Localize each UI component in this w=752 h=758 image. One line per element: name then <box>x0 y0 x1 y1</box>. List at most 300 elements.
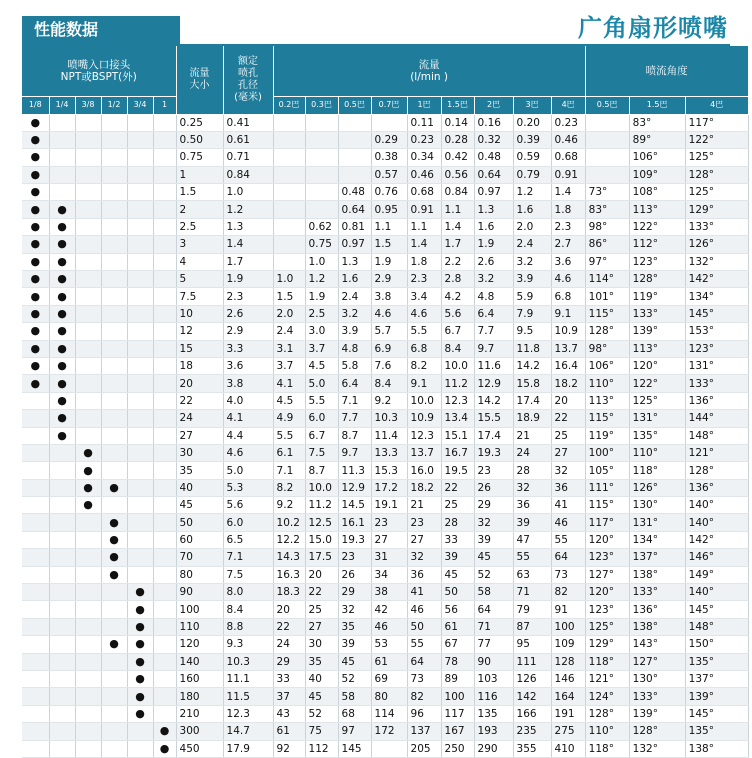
inlet-marker-cell <box>153 479 176 496</box>
inlet-marker-cell <box>127 166 153 183</box>
flow-cell: 135 <box>474 705 513 722</box>
inlet-marker-cell <box>22 444 49 461</box>
inlet-marker-cell <box>127 479 153 496</box>
inlet-marker-cell: ● <box>127 653 153 670</box>
table-row <box>22 184 748 201</box>
capacity-size-cell: 35 <box>176 462 223 479</box>
angle-cell: 148° <box>685 427 748 444</box>
angle-cell: 133° <box>685 375 748 392</box>
angle-cell: 149° <box>685 566 748 583</box>
angle-cell: 117° <box>585 514 629 531</box>
angle-cell: 153° <box>685 323 748 340</box>
table-row <box>22 636 748 653</box>
inlet-marker-cell <box>75 114 101 131</box>
flow-cell: 55 <box>407 636 441 653</box>
flow-cell: 16.0 <box>407 462 441 479</box>
angle-cell: 137° <box>685 671 748 688</box>
inlet-marker-cell <box>153 497 176 514</box>
inlet-marker-cell <box>101 740 127 757</box>
product-title: 广角扇形喷嘴 <box>578 14 728 42</box>
capacity-size-cell: 1 <box>176 166 223 183</box>
angle-cell: 100° <box>585 444 629 461</box>
table-row <box>22 149 748 166</box>
inlet-marker-cell <box>101 114 127 131</box>
angle-cell: 120° <box>585 584 629 601</box>
flow-cell: 4.6 <box>551 271 585 288</box>
flow-cell: 6.4 <box>338 375 371 392</box>
table-row <box>22 375 748 392</box>
flow-cell: 0.91 <box>551 166 585 183</box>
inlet-marker-cell <box>153 462 176 479</box>
flow-cell: 235 <box>513 723 551 740</box>
flow-cell: 15.8 <box>513 375 551 392</box>
inlet-marker-cell <box>75 357 101 374</box>
angle-cell: 105° <box>585 462 629 479</box>
flow-cell: 2.3 <box>551 218 585 235</box>
table-row <box>22 653 748 670</box>
table-row <box>22 497 748 514</box>
flow-cell: 22 <box>551 410 585 427</box>
table-row <box>22 236 748 253</box>
angle-cell: 139° <box>629 705 685 722</box>
flow-cell <box>305 114 338 131</box>
angle-cell: 112° <box>629 236 685 253</box>
capacity-size-cell: 15 <box>176 340 223 357</box>
flow-cell: 111 <box>513 653 551 670</box>
flow-cell: 6.7 <box>441 323 474 340</box>
flow-cell: 46 <box>407 601 441 618</box>
inlet-size-header: 3/4 <box>127 96 153 114</box>
flow-cell: 9.1 <box>407 375 441 392</box>
flow-cell: 3.7 <box>305 340 338 357</box>
flow-cell: 0.29 <box>371 131 407 148</box>
flow-cell: 27 <box>551 444 585 461</box>
flow-cell: 82 <box>407 688 441 705</box>
flow-cell: 8.4 <box>371 375 407 392</box>
angle-cell: 122° <box>629 375 685 392</box>
flow-cell: 69 <box>371 671 407 688</box>
inlet-marker-cell <box>127 514 153 531</box>
flow-cell: 17.5 <box>305 549 338 566</box>
inlet-marker-cell <box>153 410 176 427</box>
flow-cell: 0.23 <box>551 114 585 131</box>
orifice-cell: 1.7 <box>223 253 273 270</box>
flow-cell: 0.81 <box>338 218 371 235</box>
angle-cell: 136° <box>629 601 685 618</box>
flow-cell: 32 <box>551 462 585 479</box>
flow-cell: 38 <box>371 584 407 601</box>
inlet-marker-cell: ● <box>22 340 49 357</box>
angle-cell: 142° <box>685 531 748 548</box>
inlet-marker-cell: ● <box>22 305 49 322</box>
inlet-marker-cell <box>49 740 75 757</box>
flow-cell: 6.9 <box>371 340 407 357</box>
angle-cell: 108° <box>629 184 685 201</box>
flow-cell: 0.34 <box>407 149 441 166</box>
inlet-marker-cell <box>22 531 49 548</box>
inlet-marker-cell: ● <box>22 184 49 201</box>
flow-cell: 128 <box>551 653 585 670</box>
table-row <box>22 427 748 444</box>
flow-cell: 172 <box>371 723 407 740</box>
capacity-size-cell: 100 <box>176 601 223 618</box>
inlet-marker-cell: ● <box>49 271 75 288</box>
flow-cell: 64 <box>551 549 585 566</box>
capacity-size-cell: 2 <box>176 201 223 218</box>
flow-cell: 0.39 <box>513 131 551 148</box>
orifice-cell: 6.0 <box>223 514 273 531</box>
flow-cell: 8.2 <box>407 357 441 374</box>
flow-cell: 1.6 <box>474 218 513 235</box>
flow-cell: 31 <box>371 549 407 566</box>
inlet-marker-cell <box>101 497 127 514</box>
flow-cell: 1.5 <box>273 288 305 305</box>
inlet-marker-cell <box>127 427 153 444</box>
flow-cell: 19.3 <box>338 531 371 548</box>
flow-cell: 11.4 <box>371 427 407 444</box>
inlet-marker-cell <box>22 688 49 705</box>
inlet-marker-cell <box>75 340 101 357</box>
inlet-marker-cell <box>75 131 101 148</box>
flow-cell <box>305 166 338 183</box>
flow-cell: 18.3 <box>273 584 305 601</box>
flow-cell: 90 <box>474 653 513 670</box>
inlet-marker-cell <box>153 131 176 148</box>
flow-cell: 42 <box>371 601 407 618</box>
flow-cell: 5.9 <box>513 288 551 305</box>
inlet-marker-cell: ● <box>101 566 127 583</box>
inlet-marker-cell <box>75 705 101 722</box>
angle-cell: 113° <box>629 340 685 357</box>
flow-cell: 36 <box>513 497 551 514</box>
inlet-marker-cell <box>75 740 101 757</box>
flow-cell: 0.23 <box>407 131 441 148</box>
angle-cell <box>585 131 629 148</box>
table-row <box>22 723 748 740</box>
capacity-size-cell: 45 <box>176 497 223 514</box>
inlet-marker-cell <box>49 166 75 183</box>
inlet-marker-cell <box>75 618 101 635</box>
inlet-marker-cell: ● <box>49 357 75 374</box>
table-row <box>22 357 748 374</box>
angle-pressure-header: 0.5巴 <box>585 96 629 114</box>
inlet-marker-cell <box>101 723 127 740</box>
orifice-cell: 9.3 <box>223 636 273 653</box>
inlet-marker-cell <box>101 584 127 601</box>
angle-cell: 129° <box>685 201 748 218</box>
flow-cell: 13.7 <box>407 444 441 461</box>
angle-cell: 119° <box>629 288 685 305</box>
flow-pressure-header: 0.7巴 <box>371 96 407 114</box>
angle-cell: 143° <box>629 636 685 653</box>
inlet-marker-cell <box>75 671 101 688</box>
table-row <box>22 688 748 705</box>
flow-cell: 4.5 <box>273 392 305 409</box>
flow-cell: 26 <box>474 479 513 496</box>
flow-pressure-header: 1巴 <box>407 96 441 114</box>
table-row <box>22 114 748 131</box>
inlet-marker-cell: ● <box>49 253 75 270</box>
inlet-marker-cell <box>153 323 176 340</box>
orifice-cell: 1.3 <box>223 218 273 235</box>
flow-cell: 79 <box>513 601 551 618</box>
inlet-marker-cell: ● <box>127 671 153 688</box>
inlet-marker-cell <box>22 566 49 583</box>
flow-cell: 5.6 <box>441 305 474 322</box>
inlet-marker-cell <box>101 131 127 148</box>
angle-cell: 128° <box>629 723 685 740</box>
flow-cell: 0.91 <box>407 201 441 218</box>
orifice-cell: 3.3 <box>223 340 273 357</box>
inlet-marker-cell: ● <box>127 618 153 635</box>
flow-cell: 5.5 <box>273 427 305 444</box>
inlet-marker-cell: ● <box>22 166 49 183</box>
table-row <box>22 271 748 288</box>
flow-cell: 0.14 <box>441 114 474 131</box>
flow-cell: 0.56 <box>441 166 474 183</box>
inlet-marker-cell: ● <box>49 323 75 340</box>
flow-cell: 0.68 <box>407 184 441 201</box>
orifice-cell: 11.5 <box>223 688 273 705</box>
angle-cell: 101° <box>585 288 629 305</box>
inlet-marker-cell <box>49 549 75 566</box>
table-row <box>22 549 748 566</box>
capacity-size-cell: 160 <box>176 671 223 688</box>
flow-cell: 21 <box>513 427 551 444</box>
flow-cell <box>273 131 305 148</box>
flow-cell: 23 <box>371 514 407 531</box>
inlet-marker-cell <box>101 601 127 618</box>
flow-cell: 1.4 <box>407 236 441 253</box>
flow-cell: 1.8 <box>407 253 441 270</box>
inlet-marker-cell: ● <box>75 497 101 514</box>
flow-cell <box>338 114 371 131</box>
flow-cell: 67 <box>441 636 474 653</box>
flow-cell: 167 <box>441 723 474 740</box>
capacity-size-cell: 450 <box>176 740 223 757</box>
flow-cell: 45 <box>338 653 371 670</box>
angle-cell: 73° <box>585 184 629 201</box>
flow-cell: 29 <box>273 653 305 670</box>
inlet-marker-cell <box>101 201 127 218</box>
table-row <box>22 131 748 148</box>
angle-cell: 113° <box>585 392 629 409</box>
flow-cell: 6.1 <box>273 444 305 461</box>
inlet-marker-cell <box>49 601 75 618</box>
inlet-marker-cell <box>101 253 127 270</box>
inlet-marker-cell: ● <box>49 375 75 392</box>
orifice-cell: 8.4 <box>223 601 273 618</box>
capacity-size-cell: 2.5 <box>176 218 223 235</box>
inlet-marker-cell <box>22 479 49 496</box>
angle-cell: 125° <box>685 184 748 201</box>
angle-cell: 136° <box>685 479 748 496</box>
flow-cell: 16.4 <box>551 357 585 374</box>
table-row <box>22 601 748 618</box>
inlet-marker-cell <box>101 375 127 392</box>
capacity-size-cell: 5 <box>176 271 223 288</box>
flow-cell: 4.9 <box>273 410 305 427</box>
angle-cell: 128° <box>685 462 748 479</box>
flow-cell: 35 <box>338 618 371 635</box>
flow-cell: 16.1 <box>338 514 371 531</box>
flow-cell: 71 <box>474 618 513 635</box>
flow-cell: 2.9 <box>371 271 407 288</box>
capacity-size-cell: 3 <box>176 236 223 253</box>
inlet-marker-cell <box>75 566 101 583</box>
flow-cell: 46 <box>371 618 407 635</box>
flow-cell: 39 <box>441 549 474 566</box>
flow-cell: 50 <box>441 584 474 601</box>
inlet-marker-cell <box>101 305 127 322</box>
angle-cell: 144° <box>685 410 748 427</box>
flow-cell: 1.4 <box>441 218 474 235</box>
inlet-marker-cell: ● <box>22 271 49 288</box>
table-row <box>22 305 748 322</box>
inlet-marker-cell <box>127 305 153 322</box>
inlet-marker-cell <box>101 218 127 235</box>
capacity-size-cell: 27 <box>176 427 223 444</box>
angle-cell <box>585 149 629 166</box>
flow-cell: 39 <box>338 636 371 653</box>
flow-cell: 3.8 <box>371 288 407 305</box>
inlet-marker-cell <box>101 462 127 479</box>
inlet-marker-cell <box>22 392 49 409</box>
flow-cell: 164 <box>551 688 585 705</box>
angle-cell: 148° <box>685 618 748 635</box>
inlet-marker-cell: ● <box>49 218 75 235</box>
flow-cell: 14.3 <box>273 549 305 566</box>
flow-cell: 12.5 <box>305 514 338 531</box>
flow-cell: 2.8 <box>441 271 474 288</box>
flow-cell: 11.6 <box>474 357 513 374</box>
flow-cell: 7.7 <box>338 410 371 427</box>
angle-cell: 139° <box>685 688 748 705</box>
flow-cell <box>273 218 305 235</box>
flow-cell: 12.3 <box>407 427 441 444</box>
orifice-cell: 10.3 <box>223 653 273 670</box>
inlet-marker-cell <box>75 323 101 340</box>
inlet-marker-cell <box>49 114 75 131</box>
flow-cell: 8.7 <box>305 462 338 479</box>
flow-cell: 53 <box>371 636 407 653</box>
inlet-marker-cell: ● <box>49 236 75 253</box>
angle-cell: 89° <box>629 131 685 148</box>
flow-cell: 24 <box>513 444 551 461</box>
inlet-marker-cell <box>75 375 101 392</box>
flow-cell: 17.4 <box>474 427 513 444</box>
flow-cell: 32 <box>474 514 513 531</box>
orifice-cell: 0.71 <box>223 149 273 166</box>
inlet-marker-cell <box>101 671 127 688</box>
inlet-marker-cell <box>22 427 49 444</box>
capacity-size-cell: 210 <box>176 705 223 722</box>
angle-cell: 122° <box>685 131 748 148</box>
flow-cell: 103 <box>474 671 513 688</box>
inlet-marker-cell <box>127 740 153 757</box>
flow-cell: 58 <box>474 584 513 601</box>
flow-cell: 61 <box>441 618 474 635</box>
flow-cell: 0.95 <box>371 201 407 218</box>
flow-cell: 1.8 <box>551 201 585 218</box>
table-row <box>22 323 748 340</box>
angle-cell: 134° <box>629 531 685 548</box>
inlet-marker-cell <box>127 201 153 218</box>
flow-cell: 2.4 <box>513 236 551 253</box>
inlet-marker-cell <box>127 462 153 479</box>
inlet-marker-cell: ● <box>22 236 49 253</box>
flow-cell: 36 <box>407 566 441 583</box>
inlet-marker-cell <box>75 688 101 705</box>
inlet-marker-cell <box>22 636 49 653</box>
angle-cell: 110° <box>585 375 629 392</box>
inlet-marker-cell <box>49 531 75 548</box>
inlet-marker-cell <box>127 288 153 305</box>
flow-cell: 0.46 <box>407 166 441 183</box>
flow-cell: 205 <box>407 740 441 757</box>
angle-cell: 128° <box>685 166 748 183</box>
inlet-marker-cell <box>101 236 127 253</box>
inlet-marker-cell: ● <box>22 253 49 270</box>
angle-cell: 83° <box>585 201 629 218</box>
angle-cell: 118° <box>585 653 629 670</box>
flow-pressure-header: 1.5巴 <box>441 96 474 114</box>
inlet-marker-cell: ● <box>22 323 49 340</box>
inlet-marker-cell <box>153 340 176 357</box>
flow-cell: 0.62 <box>305 218 338 235</box>
flow-cell: 1.7 <box>441 236 474 253</box>
flow-cell: 32 <box>513 479 551 496</box>
inlet-marker-cell <box>101 166 127 183</box>
flow-cell: 68 <box>338 705 371 722</box>
flow-cell: 16.7 <box>441 444 474 461</box>
inlet-marker-cell <box>75 305 101 322</box>
inlet-marker-cell <box>49 514 75 531</box>
flow-cell: 0.97 <box>474 184 513 201</box>
inlet-marker-cell <box>49 444 75 461</box>
flow-cell: 0.42 <box>441 149 474 166</box>
inlet-marker-cell <box>49 618 75 635</box>
flow-cell: 7.1 <box>338 392 371 409</box>
inlet-marker-cell <box>153 636 176 653</box>
flow-cell: 0.84 <box>441 184 474 201</box>
flow-cell <box>273 166 305 183</box>
inlet-marker-cell <box>127 184 153 201</box>
flow-pressure-header: 3巴 <box>513 96 551 114</box>
inlet-marker-cell: ● <box>22 357 49 374</box>
orifice-cell: 4.0 <box>223 392 273 409</box>
inlet-marker-cell <box>75 653 101 670</box>
flow-cell: 10.0 <box>305 479 338 496</box>
flow-cell: 2.5 <box>305 305 338 322</box>
capacity-size-cell: 22 <box>176 392 223 409</box>
flow-cell: 290 <box>474 740 513 757</box>
flow-cell: 3.9 <box>513 271 551 288</box>
flow-cell: 43 <box>273 705 305 722</box>
table-row <box>22 462 748 479</box>
flow-cell: 1.0 <box>305 253 338 270</box>
inlet-marker-cell <box>49 653 75 670</box>
flow-cell: 25 <box>305 601 338 618</box>
inlet-marker-cell <box>127 253 153 270</box>
angle-cell: 119° <box>585 427 629 444</box>
orifice-cell: 14.7 <box>223 723 273 740</box>
angle-cell: 140° <box>685 584 748 601</box>
inlet-marker-cell: ● <box>127 601 153 618</box>
capacity-size-cell: 1.5 <box>176 184 223 201</box>
capacity-size-cell: 300 <box>176 723 223 740</box>
angle-cell: 133° <box>629 688 685 705</box>
